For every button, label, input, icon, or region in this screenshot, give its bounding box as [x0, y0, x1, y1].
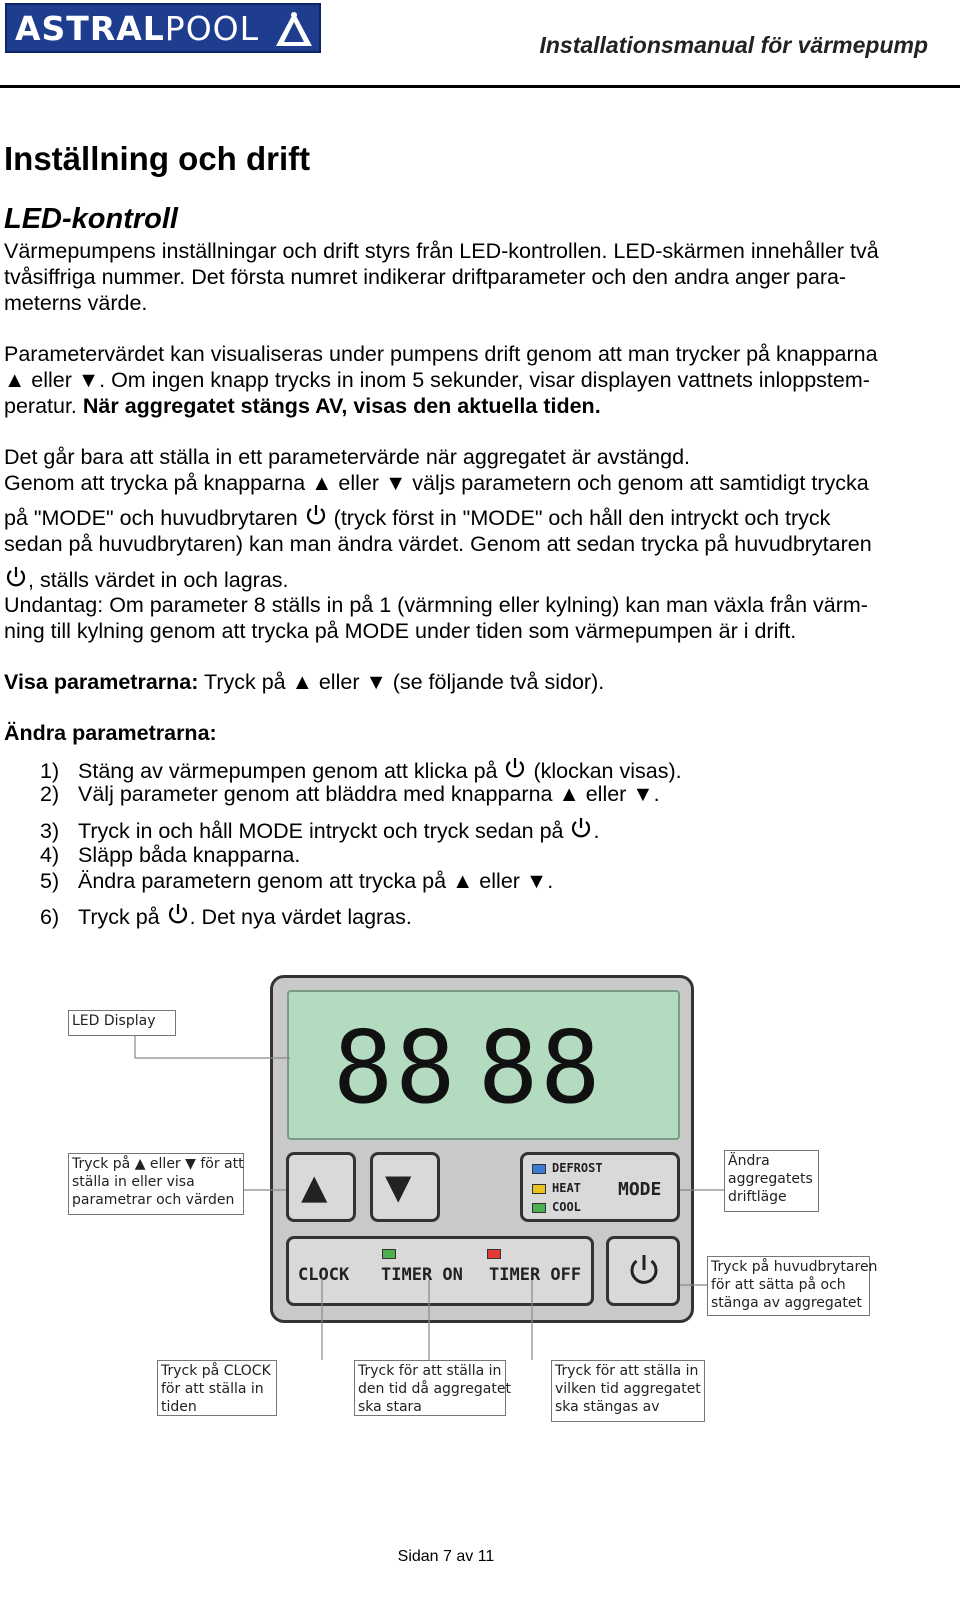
header-divider: [0, 85, 960, 88]
callout-timer-on: [354, 1360, 511, 1416]
callout-text: ställa in eller visa: [72, 1174, 195, 1190]
paragraph-line: meterns värde.: [4, 291, 148, 315]
timer-button-group: [286, 1236, 594, 1306]
callout-text: för att ställa in: [161, 1381, 264, 1397]
andra-parametrarna-heading: Ändra parametrarna:: [4, 721, 217, 745]
timer-off-button[interactable]: TIMER OFF: [489, 1265, 582, 1285]
heat-label: HEAT: [552, 1181, 581, 1195]
list-text: Ändra parametern genom att trycka på ▲ eller ▼.: [78, 869, 554, 893]
paragraph-text: peratur.: [4, 394, 83, 418]
list-text: . Det nya värdet lagras.: [189, 905, 412, 929]
bold-text: När aggregatet stängs AV, visas den aktuella tiden.: [82, 394, 601, 418]
callout-text: LED Display: [72, 1013, 156, 1029]
logo-astral: ASTRAL: [15, 8, 165, 48]
paragraph-line: [4, 565, 289, 593]
mode-label: MODE: [618, 1179, 662, 1200]
down-arrow-icon: ▼: [385, 1161, 412, 1212]
callout-text: ska stängas av: [555, 1399, 660, 1415]
list-text: Stäng av värmepumpen genom att klicka på: [78, 759, 504, 783]
page-heading: Inställning och drift: [4, 140, 311, 177]
list-number: 1): [40, 759, 60, 783]
defrost-label: DEFROST: [552, 1161, 603, 1175]
list-number: 2): [40, 782, 60, 806]
callout-mode: [724, 1150, 819, 1212]
callout-text: parametrar och värden: [72, 1192, 235, 1208]
document-title: Installationsmanual för värmepump: [539, 32, 928, 58]
lcd-digits-right: 88: [478, 1009, 603, 1126]
timer-on-led: [382, 1249, 396, 1259]
list-number: 6): [40, 905, 60, 929]
callout-text: Ändra: [728, 1153, 770, 1169]
paragraph-line: tvåsiffriga nummer. Det första numret indikerar driftparameter och den andra anger para-: [4, 265, 847, 289]
paragraph-text: på "MODE" och huvudbrytaren: [4, 506, 304, 530]
callout-text: ska stara: [358, 1399, 422, 1415]
bold-text: Visa parametrarna:: [4, 670, 199, 694]
power-icon: [503, 756, 527, 780]
list-item: [40, 843, 300, 868]
power-icon: [626, 1252, 662, 1288]
astralpool-logo: [5, 3, 321, 53]
list-number: 5): [40, 869, 60, 893]
callout-text: Tryck för att ställa in: [358, 1363, 502, 1379]
paragraph-line: [4, 393, 601, 419]
callout-clock: [157, 1360, 277, 1416]
paragraph-line: ning till kylning genom att trycka på MODE under tiden som värmepumpen är i drift.: [4, 619, 797, 643]
paragraph-line: Undantag: Om parameter 8 ställs in på 1 (värmning eller kylning) kan man växla från värm-: [4, 593, 868, 617]
list-text: Välj parameter genom att bläddra med knapparna ▲ eller ▼.: [78, 782, 660, 806]
callout-text: den tid då aggregatet: [358, 1381, 511, 1397]
logo-pool: POOL: [164, 8, 260, 48]
lcd-digits-left: 88: [333, 1009, 458, 1126]
paragraph-line: ▲ eller ▼. Om ingen knapp trycks in inom 5 sekunder, visar displayen vattnets inloppstem-: [4, 368, 870, 392]
up-button[interactable]: [286, 1152, 356, 1222]
visa-parametrarna: [4, 669, 604, 695]
list-item: [40, 816, 599, 844]
list-text: .: [593, 819, 600, 843]
list-text: Tryck in och håll MODE intryckt och tryck sedan på: [78, 819, 570, 843]
timer-on-button[interactable]: TIMER ON: [381, 1265, 463, 1285]
paragraph-line: Det går bara att ställa in ett parametervärde när aggregatet är avstängd.: [4, 445, 691, 469]
paragraph-line: [4, 503, 830, 531]
logo-wordmark: [7, 9, 259, 48]
list-text: Tryck på: [78, 905, 166, 929]
power-icon: [569, 816, 593, 840]
callout-text: Tryck för att ställa in: [555, 1363, 699, 1379]
list-item: [40, 869, 553, 894]
list-number: 3): [40, 819, 60, 843]
list-item: [40, 756, 682, 784]
power-icon: [304, 503, 328, 527]
timer-off-led: [487, 1249, 501, 1259]
callout-timer-off: [551, 1360, 705, 1422]
callout-text: Tryck på ▲ eller ▼ för att: [72, 1156, 244, 1172]
page-number: Sidan 7 av 11: [397, 1548, 495, 1565]
heat-led: [532, 1184, 546, 1194]
paragraph-text: Tryck på ▲ eller ▼ (se följande två sidor).: [198, 670, 605, 694]
power-button[interactable]: [606, 1236, 680, 1306]
paragraph-line: Värmepumpens inställningar och drift styrs från LED-kontrollen. LED-skärmen innehåller två: [4, 239, 879, 263]
callout-text: driftläge: [728, 1189, 787, 1205]
callout-power: [707, 1256, 878, 1316]
callout-led-display: [68, 1010, 176, 1036]
defrost-led: [532, 1164, 546, 1174]
power-icon: [4, 565, 28, 589]
paragraph-line: Genom att trycka på knapparna ▲ eller ▼ väljs parametern och genom att samtidigt trycka: [4, 471, 869, 495]
cool-led: [532, 1203, 546, 1213]
list-item: [40, 902, 412, 930]
callout-text: vilken tid aggregatet: [555, 1381, 701, 1397]
mode-button[interactable]: [520, 1152, 680, 1222]
list-text: (klockan visas).: [527, 759, 682, 783]
callout-arrows: [68, 1153, 244, 1215]
list-item: [40, 782, 660, 807]
paragraph-text: , ställs värdet in och lagras.: [28, 568, 289, 592]
paragraph-text: (tryck först in "MODE" och håll den intryckt och tryck: [327, 506, 831, 530]
cool-label: COOL: [552, 1200, 581, 1214]
callout-text: Tryck på huvudbrytaren: [711, 1259, 878, 1275]
callout-text: stänga av aggregatet: [711, 1295, 862, 1311]
callout-text: för att sätta på och: [711, 1277, 846, 1293]
up-arrow-icon: ▲: [301, 1161, 328, 1212]
section-heading: LED-kontroll: [4, 203, 178, 235]
callout-text: tiden: [161, 1399, 197, 1415]
down-button[interactable]: [370, 1152, 440, 1222]
logo-triangle-icon: [273, 8, 315, 50]
paragraph-line: sedan på huvudbrytaren) kan man ändra värdet. Genom att sedan trycka på huvudbrytaren: [4, 532, 872, 556]
callout-text: aggregatets: [728, 1171, 813, 1187]
clock-button[interactable]: CLOCK: [298, 1265, 350, 1285]
callout-text: Tryck på CLOCK: [161, 1363, 271, 1379]
list-number: 4): [40, 843, 60, 867]
power-icon: [166, 902, 190, 926]
paragraph-line: Parametervärdet kan visualiseras under pumpens drift genom att man trycker på knapparna: [4, 342, 878, 366]
list-text: Släpp båda knapparna.: [78, 843, 301, 867]
